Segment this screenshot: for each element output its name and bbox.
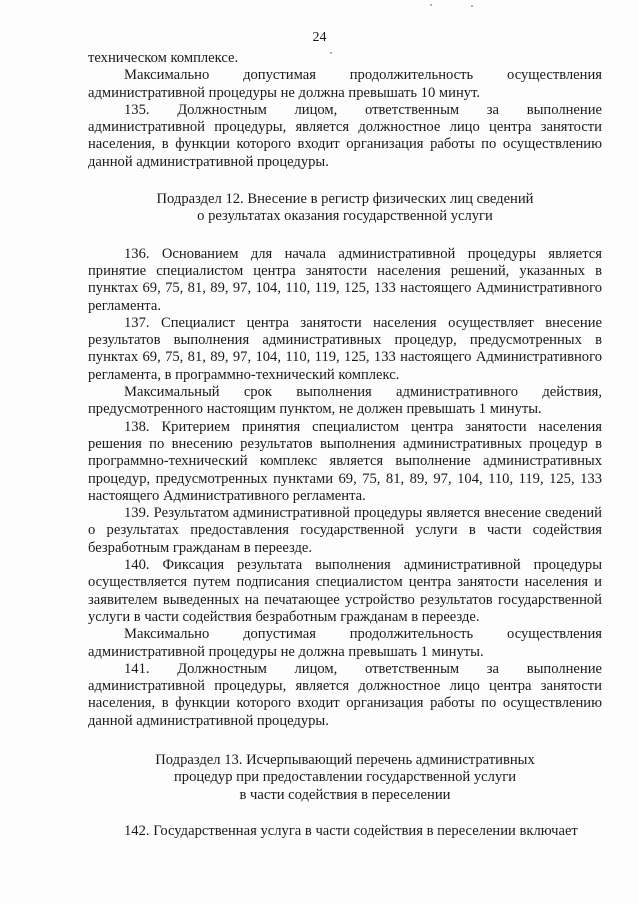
paragraph-135: 135. Должностным лицом, ответственным за выполнение административной процедуры, является должностное лицо центра занятости населения, в функции которого входит организация работы по осуществлению данной административной процедуры. bbox=[88, 101, 602, 170]
page-number: 24 bbox=[312, 30, 327, 45]
subsection-12-title-line1: Подраздел 12. Внесение в регистр физических лиц сведений bbox=[156, 191, 534, 208]
subsection-12-title-line2: о результатах оказания государственной услуги bbox=[197, 208, 493, 225]
paragraph-142: 142. Государственная услуга в части содействия в переселении включает bbox=[124, 822, 578, 839]
paragraph-138: 138. Критерием принятия специалистом центра занятости населения решения по внесению результатов выполнения административных процедур в программно-технический комплекс является выполнение административных процедур, предусмотренных пунктами 69, 75, 81, 89, 97, 104, 110, 119, 125, 133 настоящего Административного регламента. bbox=[88, 418, 602, 504]
paragraph-max-duration-1: Максимально допустимая продолжительность осуществления административной процедуры не должна превышать 1 минуты. bbox=[88, 626, 602, 660]
scan-speck bbox=[430, 4, 432, 6]
paragraph-139: 139. Результатом административной процедуры является внесение сведений о результатах предоставления государственной услуги в части содействия безработным гражданам в переезде. bbox=[88, 505, 602, 556]
paragraph-140: 140. Фиксация результата выполнения административной процедуры осуществляется путем подписания специалистом центра занятости населения и заявителем выведенных на печатающее устройство результатов государственной услуги в части содействия безработным гражданам в переезде. bbox=[88, 557, 602, 625]
paragraph-max-duration-10: Максимально допустимая продолжительность осуществления административной процедуры не должна превышать 10 минут. bbox=[88, 67, 602, 101]
subsection-13-title-line3: в части содействия в переселении bbox=[239, 786, 451, 803]
document-body bbox=[88, 50, 602, 840]
subsection-13-title-line1: Подраздел 13. Исчерпывающий перечень административных bbox=[155, 751, 535, 768]
scan-speck bbox=[471, 5, 473, 7]
scan-speck bbox=[330, 52, 332, 54]
paragraph-136: 136. Основанием для начала административной процедуры является принятие специалистом центра занятости населения решений, указанных в пунктах 69, 75, 81, 89, 97, 104, 110, 119, 125, 133 настоящего Административного регламента. bbox=[88, 245, 602, 314]
paragraph-continuation: техническом комплексе. bbox=[88, 50, 239, 66]
paragraph-137: 137. Специалист центра занятости населения осуществляет внесение результатов выполнения административных процедур, предусмотренных в пунктах 69, 75, 81, 89, 97, 104, 110, 119, 125, 133 настоящего Административного регламента, в программно-технический комплекс. bbox=[88, 314, 602, 383]
paragraph-141: 141. Должностным лицом, ответственным за выполнение административной процедуры, является должностное лицо центра занятости населения, в функции которого входит организация работы по осуществлению данной административной процедуры. bbox=[88, 660, 602, 729]
paragraph-max-term-1: Максимальный срок выполнения административного действия, предусмотренного настоящим пунктом, не должен превышать 1 минуты. bbox=[88, 384, 602, 418]
subsection-13-title-line2: процедур при предоставлении государственной услуги bbox=[173, 769, 517, 786]
